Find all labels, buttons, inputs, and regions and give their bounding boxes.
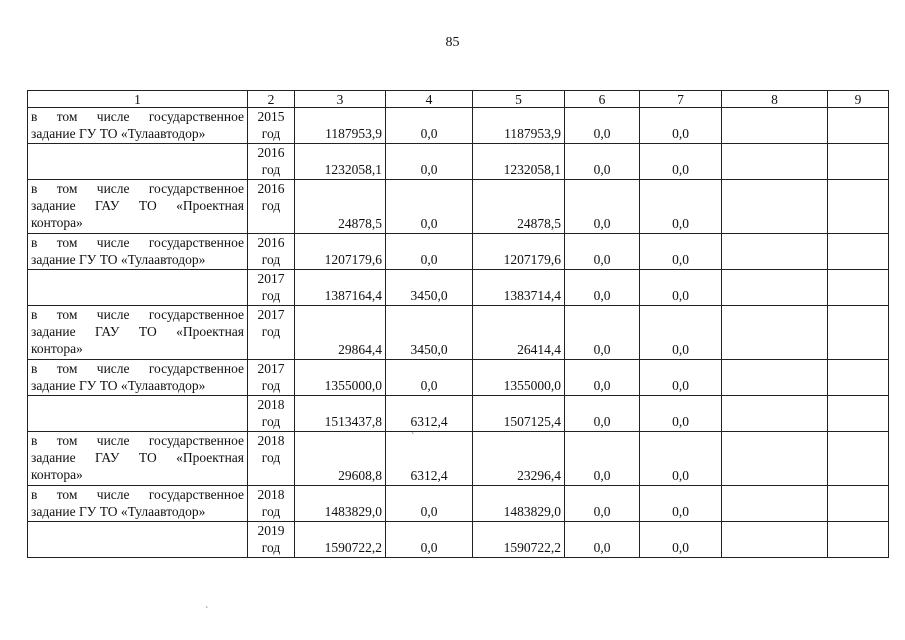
col3-value: 24878,5 (295, 180, 386, 234)
year-unit: год (261, 450, 281, 465)
col4-value: 6312,4 (386, 432, 473, 486)
description-line: задание ГУ ТО «Тулаавтодор» (31, 378, 206, 393)
col8-value (722, 180, 828, 234)
row-year (248, 108, 295, 144)
year-value: 2016 (257, 181, 285, 196)
col3-value: 1513437,8 (295, 396, 386, 432)
description-line: в том числе государственное (31, 433, 244, 448)
row-year (248, 180, 295, 234)
row-description (28, 486, 248, 522)
year-value: 2017 (257, 307, 285, 322)
table-row (28, 306, 889, 360)
col8-value (722, 306, 828, 360)
col9-value (828, 522, 889, 558)
year-value: 2019 (257, 523, 285, 538)
column-header: 7 (640, 91, 722, 108)
row-year (248, 522, 295, 558)
col8-value (722, 234, 828, 270)
col4-value: 0,0 (386, 522, 473, 558)
table-row (28, 522, 889, 558)
col4-value: 3450,0 (386, 306, 473, 360)
year-unit: год (261, 378, 281, 393)
col3-value: 1187953,9 (295, 108, 386, 144)
col7-value: 0,0 (640, 270, 722, 306)
row-description (28, 180, 248, 234)
col9-value (828, 432, 889, 486)
col3-value: 29608,8 (295, 432, 386, 486)
col5-value: 23296,4 (473, 432, 565, 486)
year-unit: год (261, 252, 281, 267)
col4-value: 0,0 (386, 360, 473, 396)
year-value: 2017 (257, 271, 285, 286)
col9-value (828, 306, 889, 360)
col7-value: 0,0 (640, 306, 722, 360)
col8-value (722, 522, 828, 558)
description-line: задание ГУ ТО «Тулаавтодор» (31, 126, 206, 141)
year-unit: год (261, 162, 281, 177)
col5-value: 1355000,0 (473, 360, 565, 396)
scan-speck: ˋ (411, 432, 415, 443)
year-unit: год (261, 414, 281, 429)
col7-value: 0,0 (640, 180, 722, 234)
col5-value: 1232058,1 (473, 144, 565, 180)
column-header: 5 (473, 91, 565, 108)
col4-value: 0,0 (386, 180, 473, 234)
col7-value: 0,0 (640, 234, 722, 270)
year-unit: год (261, 198, 281, 213)
col3-value: 1387164,4 (295, 270, 386, 306)
table-row (28, 180, 889, 234)
col6-value: 0,0 (565, 522, 640, 558)
table-row (28, 360, 889, 396)
column-header: 8 (722, 91, 828, 108)
row-description (28, 144, 248, 180)
column-header: 4 (386, 91, 473, 108)
description-line: задание ГУ ТО «Тулаавтодор» (31, 252, 206, 267)
col7-value: 0,0 (640, 522, 722, 558)
column-header: 6 (565, 91, 640, 108)
col7-value: 0,0 (640, 396, 722, 432)
row-year (248, 306, 295, 360)
row-year (248, 234, 295, 270)
description-line: контора» (31, 215, 83, 230)
col6-value: 0,0 (565, 108, 640, 144)
col4-value: 3450,0 (386, 270, 473, 306)
year-unit: год (261, 288, 281, 303)
page-number: 85 (445, 35, 460, 50)
row-year (248, 432, 295, 486)
year-unit: год (261, 126, 281, 141)
col5-value: 26414,4 (473, 306, 565, 360)
col7-value: 0,0 (640, 108, 722, 144)
col9-value (828, 180, 889, 234)
col9-value (828, 270, 889, 306)
col8-value (722, 396, 828, 432)
description-line: в том числе государственное (31, 109, 244, 124)
table-header-row (28, 91, 889, 108)
description-line: в том числе государственное (31, 235, 244, 250)
col6-value: 0,0 (565, 234, 640, 270)
row-year (248, 486, 295, 522)
col8-value (722, 360, 828, 396)
col3-value: 1355000,0 (295, 360, 386, 396)
description-line: задание ГАУ ТО «Проектная (31, 198, 244, 213)
table-row (28, 486, 889, 522)
year-value: 2015 (257, 109, 285, 124)
col4-value: 0,0 (386, 234, 473, 270)
col4-value: 0,0 (386, 486, 473, 522)
description-line: в том числе государственное (31, 181, 244, 196)
row-year (248, 270, 295, 306)
description-line: в том числе государственное (31, 487, 244, 502)
col5-value: 24878,5 (473, 180, 565, 234)
row-description (28, 360, 248, 396)
col4-value: 0,0 (386, 144, 473, 180)
year-value: 2016 (257, 235, 285, 250)
description-line: контора» (31, 341, 83, 356)
col3-value: 1207179,6 (295, 234, 386, 270)
col9-value (828, 234, 889, 270)
year-value: 2016 (257, 145, 285, 160)
col3-value: 1483829,0 (295, 486, 386, 522)
col3-value: 1232058,1 (295, 144, 386, 180)
year-value: 2018 (257, 487, 285, 502)
col5-value: 1590722,2 (473, 522, 565, 558)
col3-value: 1590722,2 (295, 522, 386, 558)
col7-value: 0,0 (640, 486, 722, 522)
table-row (28, 270, 889, 306)
scan-speck: ˋ (205, 606, 209, 617)
col5-value: 1483829,0 (473, 486, 565, 522)
table-row (28, 108, 889, 144)
col8-value (722, 486, 828, 522)
row-description (28, 108, 248, 144)
col6-value: 0,0 (565, 306, 640, 360)
row-year (248, 360, 295, 396)
row-year (248, 396, 295, 432)
col6-value: 0,0 (565, 270, 640, 306)
row-description (28, 396, 248, 432)
year-unit: год (261, 504, 281, 519)
col5-value: 1383714,4 (473, 270, 565, 306)
col5-value: 1207179,6 (473, 234, 565, 270)
col6-value: 0,0 (565, 396, 640, 432)
year-unit: год (261, 540, 281, 555)
year-unit: год (261, 324, 281, 339)
table-row (28, 144, 889, 180)
year-value: 2018 (257, 397, 285, 412)
row-description (28, 522, 248, 558)
table-row (28, 396, 889, 432)
table-row (28, 432, 889, 486)
description-line: контора» (31, 467, 83, 482)
col4-value: 0,0 (386, 108, 473, 144)
column-header: 9 (828, 91, 889, 108)
year-value: 2018 (257, 433, 285, 448)
description-line: задание ГАУ ТО «Проектная (31, 450, 244, 465)
col8-value (722, 108, 828, 144)
col5-value: 1507125,4 (473, 396, 565, 432)
column-header: 3 (295, 91, 386, 108)
col5-value: 1187953,9 (473, 108, 565, 144)
col9-value (828, 144, 889, 180)
description-line: задание ГАУ ТО «Проектная (31, 324, 244, 339)
col6-value: 0,0 (565, 432, 640, 486)
description-line: в том числе государственное (31, 361, 244, 376)
col7-value: 0,0 (640, 360, 722, 396)
column-header: 2 (248, 91, 295, 108)
row-description (28, 432, 248, 486)
col7-value: 0,0 (640, 432, 722, 486)
table-row (28, 234, 889, 270)
col6-value: 0,0 (565, 486, 640, 522)
col6-value: 0,0 (565, 180, 640, 234)
col3-value: 29864,4 (295, 306, 386, 360)
col6-value: 0,0 (565, 360, 640, 396)
col9-value (828, 486, 889, 522)
year-value: 2017 (257, 361, 285, 376)
col8-value (722, 270, 828, 306)
description-line: в том числе государственное (31, 307, 244, 322)
budget-table (27, 90, 889, 558)
col8-value (722, 144, 828, 180)
description-line: задание ГУ ТО «Тулаавтодор» (31, 504, 206, 519)
col6-value: 0,0 (565, 144, 640, 180)
col7-value: 0,0 (640, 144, 722, 180)
col9-value (828, 360, 889, 396)
col9-value (828, 396, 889, 432)
col8-value (722, 432, 828, 486)
col9-value (828, 108, 889, 144)
row-description (28, 234, 248, 270)
col4-value: 6312,4 (386, 396, 473, 432)
column-header: 1 (28, 91, 248, 108)
row-description (28, 270, 248, 306)
row-year (248, 144, 295, 180)
row-description (28, 306, 248, 360)
